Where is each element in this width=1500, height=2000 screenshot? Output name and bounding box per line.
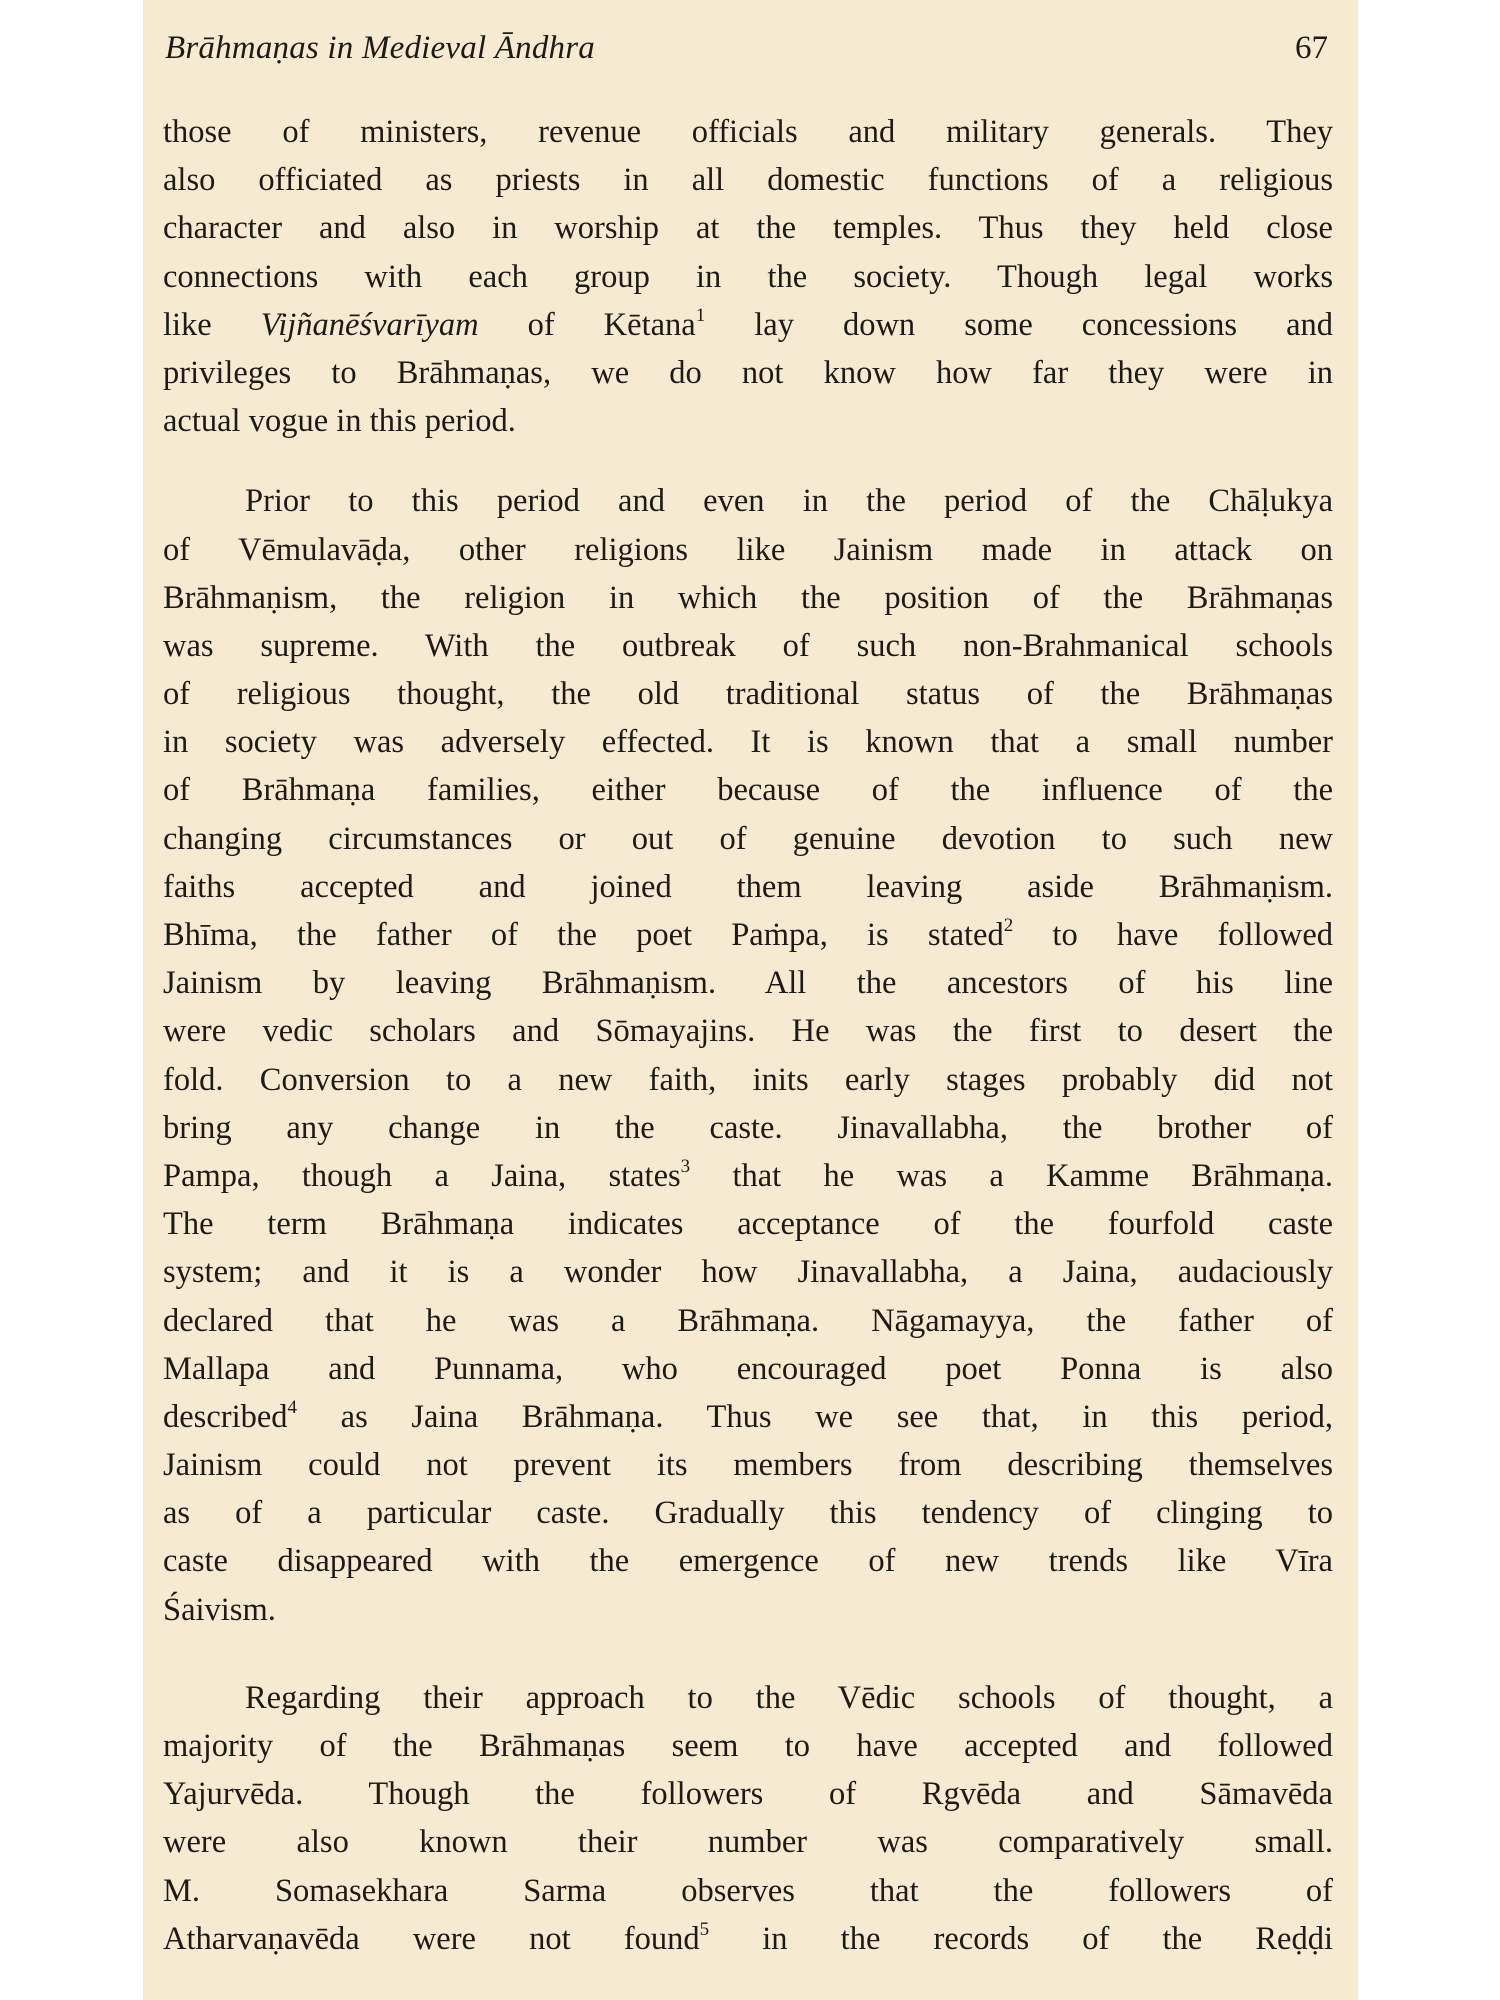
- text-line: Yajurvēda. Though the followers of Rgvēda and Sāmavēda: [163, 1776, 1333, 1813]
- paragraph: [163, 1674, 1333, 1963]
- text-line: majority of the Brāhmaṇas seem to have accepted and followed: [163, 1728, 1333, 1764]
- text-line: faiths accepted and joined them leaving aside Brāhmaṇism.: [163, 868, 1333, 905]
- text-run: like: [163, 306, 261, 343]
- text-line: in society was adversely effected. It is known that a small number: [163, 724, 1333, 761]
- text-line: also officiated as priests in all domestic functions of a religious: [163, 162, 1333, 199]
- text-line: [163, 911, 1333, 959]
- text-run: lay down some concessions and: [705, 306, 1333, 343]
- text-line: of Vēmulavāḍa, other religions like Jainism made in attack on: [163, 531, 1333, 568]
- text-line: bring any change in the caste. Jinavallabha, the brother of: [163, 1109, 1333, 1146]
- text-line: character and also in worship at the temples. Thus they held close: [163, 210, 1333, 247]
- running-title: Brāhmaṇas in Medieval Āndhra: [165, 30, 595, 66]
- text-line: were also known their number was comparatively small.: [163, 1824, 1333, 1861]
- footnote-marker: 5: [699, 1918, 710, 1940]
- text-line: Brāhmaṇism, the religion in which the position of the Brāhmaṇas: [163, 579, 1333, 616]
- paragraph: [163, 108, 1333, 445]
- text-line: [163, 301, 1333, 349]
- book-page: [143, 0, 1358, 2000]
- text-line: [163, 1915, 1333, 1963]
- text-run: Bhīma, the father of the poet Paṁpa, is stated: [163, 917, 1004, 953]
- footnote-marker: 4: [287, 1397, 298, 1419]
- text-line: Śaivism.: [163, 1591, 276, 1628]
- text-line: actual vogue in this period.: [163, 403, 516, 440]
- text-line: changing circumstances or out of genuine devotion to such new: [163, 820, 1333, 857]
- text-run: that he was a Kamme Brāhmaṇa.: [690, 1157, 1333, 1194]
- page-number: 67: [1295, 30, 1328, 66]
- running-head: [153, 28, 1348, 72]
- text-line: [163, 1152, 1333, 1200]
- text-line: Prior to this period and even in the period of the Chāḷukya: [245, 483, 1333, 520]
- text-line: as of a particular caste. Gradually this tendency of clinging to: [163, 1495, 1333, 1532]
- paragraph: [163, 477, 1333, 1634]
- paragraph-gap: [163, 1634, 1333, 1674]
- text-line: Jainism by leaving Brāhmaṇism. All the ancestors of his line: [163, 965, 1333, 1002]
- text-line: privileges to Brāhmaṇas, we do not know how far they were in: [163, 354, 1333, 391]
- text-line: connections with each group in the society. Though legal works: [163, 258, 1333, 295]
- footnote-marker: 1: [695, 304, 706, 326]
- italic-title: Vijñanēśvarīyam: [260, 306, 479, 343]
- text-line: of religious thought, the old traditional status of the Brāhmaṇas: [163, 676, 1333, 713]
- paragraph-gap: [163, 445, 1333, 477]
- text-line: M. Somasekhara Sarma observes that the followers of: [163, 1872, 1333, 1909]
- footnote-marker: 2: [1003, 915, 1014, 937]
- text-run: of Kētana: [478, 306, 696, 343]
- text-line: The term Brāhmaṇa indicates acceptance of the fourfold caste: [163, 1206, 1333, 1243]
- footnote-marker: 3: [680, 1156, 691, 1178]
- text-line: of Brāhmaṇa families, either because of the influence of the: [163, 772, 1333, 809]
- text-line: those of ministers, revenue officials and military generals. They: [163, 114, 1333, 150]
- text-line: caste disappeared with the emergence of new trends like Vīra: [163, 1543, 1333, 1580]
- text-run: described: [163, 1398, 288, 1435]
- text-run: Atharvaṇavēda were not found: [163, 1920, 700, 1957]
- text-line: was supreme. With the outbreak of such non-Brahmanical schools: [163, 627, 1333, 664]
- text-line: [163, 1393, 1333, 1441]
- body-text: [163, 108, 1333, 1963]
- text-line: Jainism could not prevent its members from describing themselves: [163, 1447, 1333, 1484]
- text-line: system; and it is a wonder how Jinavallabha, a Jaina, audaciously: [163, 1254, 1333, 1291]
- text-line: Regarding their approach to the Vēdic schools of thought, a: [245, 1679, 1333, 1716]
- text-run: Pampa, though a Jaina, states: [163, 1157, 681, 1194]
- text-run: to have followed: [1013, 917, 1333, 953]
- text-line: were vedic scholars and Sōmayajins. He was the first to desert the: [163, 1013, 1333, 1050]
- text-run: as Jaina Brāhmaṇa. Thus we see that, in this period,: [297, 1398, 1333, 1435]
- text-run: in the records of the Reḍḍi: [709, 1920, 1333, 1957]
- text-line: fold. Conversion to a new faith, inits early stages probably did not: [163, 1061, 1333, 1098]
- text-line: Mallapa and Punnama, who encouraged poet Ponna is also: [163, 1350, 1333, 1387]
- text-line: declared that he was a Brāhmaṇa. Nāgamayya, the father of: [163, 1302, 1333, 1339]
